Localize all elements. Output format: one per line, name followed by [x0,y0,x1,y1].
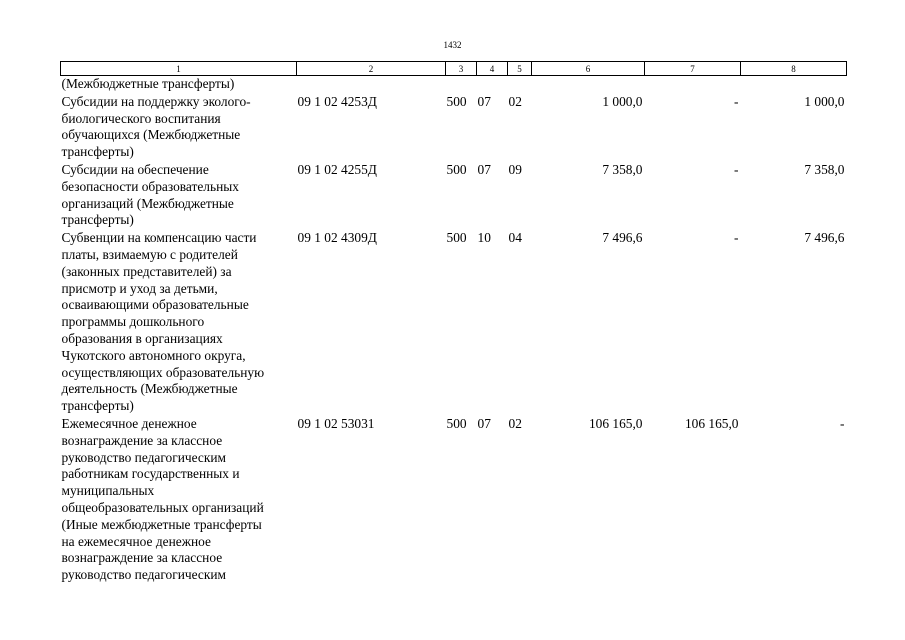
row-col5 [508,76,532,94]
row-col7 [645,76,741,94]
row-col7: - [734,230,739,246]
name-line: Субсидии на обеспечение [61,161,209,177]
table-row [61,76,847,94]
row-code [297,76,446,94]
row-name [61,94,297,162]
name-line: деятельность (Межбюджетные [61,381,238,397]
name-line: руководство педагогическим [61,449,226,465]
row-col5: 04 [508,230,522,246]
row-col4: 07 [477,161,491,177]
table-body [61,76,847,584]
name-line: трансферты) [61,398,134,414]
name-line: безопасности образовательных [61,178,239,194]
column-header-1: 1 [61,62,297,76]
name-line: Ежемесячное денежное [61,415,197,431]
row-name [61,230,297,416]
column-header-7: 7 [645,62,741,76]
name-line: трансферты) [61,212,134,228]
row-col3: 500 [446,161,467,177]
name-line: обучающихся (Межбюджетные [61,127,241,143]
name-line: осуществляющих образовательную [61,364,265,380]
name-line: Субвенции на компенсацию части [61,230,257,246]
page-number: 1432 [443,40,462,50]
row-col8: 1 000,0 [804,93,845,109]
row-code: 09 1 02 4309Д [297,230,377,246]
row-col8: - [840,415,845,431]
row-col4: 07 [477,415,491,431]
name-line: биологического воспитания [61,110,221,126]
name-line: (законных представителей) за [61,263,232,279]
row-col3: 500 [446,93,467,109]
row-col8 [741,76,847,94]
column-header-4: 4 [477,62,508,76]
row-col6: 106 165,0 [588,415,643,431]
name-line: вознаграждение за классное [61,550,223,566]
row-col6 [532,76,645,94]
budget-table [60,61,847,584]
name-line: руководство педагогическим [61,567,226,583]
name-line: трансферты) [61,144,134,160]
row-code: 09 1 02 4253Д [297,93,377,109]
table-row [61,416,847,584]
name-line: (Иные межбюджетные трансферты [61,516,262,532]
name-line: вознаграждение за классное [61,432,223,448]
table-row [61,230,847,416]
row-col5: 02 [508,93,522,109]
row-col4 [477,76,508,94]
row-col5: 09 [508,161,522,177]
name-line: осваивающими образовательные [61,297,249,313]
row-col7: - [734,93,739,109]
row-col7: - [734,161,739,177]
row-code: 09 1 02 53031 [297,415,375,431]
row-col8: 7 496,6 [804,230,845,246]
name-line: работникам государственных и [61,466,240,482]
row-col3 [446,76,477,94]
row-code: 09 1 02 4255Д [297,161,377,177]
name-line: образования в организациях [61,330,223,346]
column-header-8: 8 [741,62,847,76]
name-line: муниципальных [61,483,155,499]
row-name [61,416,297,584]
name-line: присмотр и уход за детьми, [61,280,218,296]
column-header-6: 6 [532,62,645,76]
row-col3: 500 [446,415,467,431]
column-header-2: 2 [297,62,446,76]
table-row [61,162,847,230]
row-col6: 1 000,0 [602,93,643,109]
table-header [61,62,847,76]
header-row [61,62,847,76]
name-line: на ежемесячное денежное [61,533,211,549]
row-name [61,162,297,230]
row-col4: 07 [477,93,491,109]
name-line: общеобразовательных организаций [61,499,264,515]
name-line: платы, взимаемую с родителей [61,246,238,262]
row-col6: 7 496,6 [602,230,643,246]
row-col7: 106 165,0 [684,415,739,431]
name-line: Субсидии на поддержку эколого- [61,93,251,109]
row-col5: 02 [508,415,522,431]
name-line: (Межбюджетные трансферты) [61,76,235,91]
table-row [61,94,847,162]
name-line: Чукотского автономного округа, [61,347,246,363]
row-col3: 500 [446,230,467,246]
row-col4: 10 [477,230,491,246]
name-line: организаций (Межбюджетные [61,195,234,211]
row-col8: 7 358,0 [804,161,845,177]
row-col6: 7 358,0 [602,161,643,177]
name-line: программы дошкольного [61,314,205,330]
row-name [61,76,297,94]
column-header-3: 3 [446,62,477,76]
column-header-5: 5 [508,62,532,76]
